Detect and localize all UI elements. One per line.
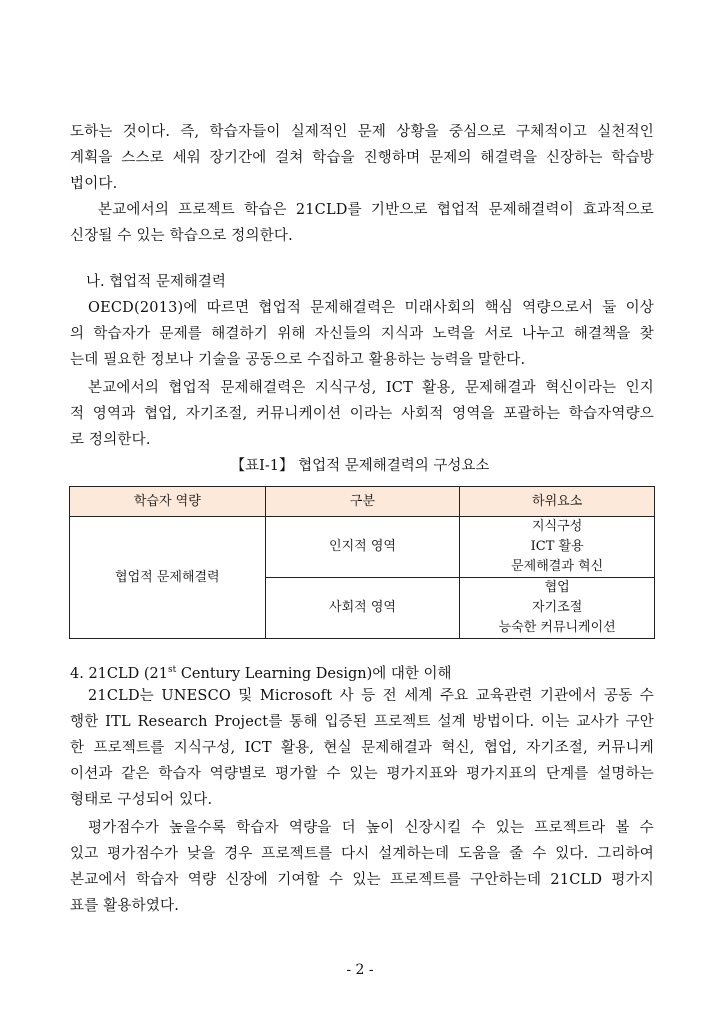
- subelement: ICT 활용: [530, 539, 584, 554]
- section4-title-sup: st: [167, 665, 177, 675]
- paragraph1-line2: 계획을 스스로 세워 장기간에 걸쳐 학습을 진행하며 문제의 해결력을 신장하는 학습방: [70, 150, 654, 166]
- paragraph6-line1: 평가점수가 높을수록 학습자 역량을 더 높이 신장시킬 수 있는 프로젝트라 볼 수: [88, 820, 654, 836]
- subelements-social: [460, 578, 655, 639]
- paragraph1-line1: 도하는 것이다. 즉, 학습자들이 실제적인 문제 상황을 중심으로 구체적이고 실천적인: [70, 124, 654, 140]
- paragraph4-line2: 적 영역과 협업, 자기조절, 커뮤니케이션 이라는 사회적 영역을 포괄하는 학습자역량으: [70, 406, 654, 422]
- paragraph4-line3: 로 정의한다.: [70, 432, 151, 448]
- paragraph1-line3: 법이다.: [70, 176, 118, 192]
- paragraph3-line1: OECD(2013)에 따르면 협업적 문제해결력은 미래사회의 핵심 역량으로서 둘 이상: [88, 300, 654, 316]
- section4-title-prefix: 4. 21CLD (21: [70, 666, 168, 682]
- paragraph2-line1: 본교에서의 프로젝트 학습은 21CLD를 기반으로 협업적 문제해결력이 효과적으로: [98, 202, 654, 218]
- paragraph6-line2: 있고 평가점수가 낮을 경우 프로젝트를 다시 설계하는데 도움을 줄 수 있다. 그리하여: [70, 846, 654, 862]
- paragraph5-line3: 한 프로젝트를 지식구성, ICT 활용, 현실 문제해결과 혁신, 협업, 자기조절, 커뮤니케: [70, 740, 654, 756]
- paragraph2-line2: 신장될 수 있는 학습으로 정의한다.: [70, 228, 293, 244]
- header-category: 구분: [265, 487, 460, 517]
- competency-cell: 협업적 문제해결력: [70, 517, 266, 639]
- section4-title: [70, 660, 452, 684]
- paragraph4-line1: 본교에서의 협업적 문제해결력은 지식구성, ICT 활용, 문제해결과 혁신이라는 인지: [88, 380, 654, 396]
- table-header-row: [70, 487, 655, 517]
- subelements-cognitive: [460, 517, 655, 578]
- subelement: 협업: [544, 580, 570, 595]
- table-caption: 【표Ⅰ-1】 협업적 문제해결력의 구성요소: [230, 458, 490, 474]
- paragraph5-line2: 행한 ITL Research Project를 통해 입증된 프로젝트 설계 방법이다. 이는 교사가 구안: [70, 714, 654, 730]
- section4-title-suffix: Century Learning Design)에 대한 이해: [176, 666, 452, 682]
- paragraph5-line4: 이션과 같은 학습자 역량별로 평가할 수 있는 평가지표와 평가지표의 단계를 설명하는: [70, 766, 654, 782]
- category-cognitive: 인지적 영역: [265, 517, 460, 578]
- subelement: 문제해결과 혁신: [511, 559, 604, 574]
- subelement: 자기조절: [532, 600, 583, 615]
- paragraph6-line3: 본교에서 학습자 역량 신장에 기여할 수 있는 프로젝트를 구안하는데 21CLD 평가지: [70, 872, 654, 888]
- subelement: 지식구성: [532, 519, 583, 534]
- subelement: 능숙한 커뮤니케이션: [498, 620, 616, 635]
- paragraph6-line4: 표를 활용하였다.: [70, 898, 180, 914]
- paragraph5-line5: 형태로 구성되어 있다.: [70, 792, 213, 808]
- paragraph5-line1: 21CLD는 UNESCO 및 Microsoft 사 등 전 세계 주요 교육관련 기관에서 공동 수: [88, 688, 654, 704]
- page-number: - 2 -: [346, 962, 374, 978]
- paragraph3-line3: 는데 필요한 정보나 기술을 공동으로 수집하고 활용하는 능력을 말한다.: [70, 352, 526, 368]
- components-table: [69, 486, 655, 639]
- category-social: 사회적 영역: [265, 578, 460, 639]
- header-subelements: 하위요소: [460, 487, 655, 517]
- header-competency: 학습자 역량: [70, 487, 266, 517]
- paragraph3-line2: 의 학습자가 문제를 해결하기 위해 자신들의 지식과 노력을 서로 나누고 해결책을 찾: [70, 326, 654, 342]
- table-row: [70, 517, 655, 578]
- section-na-title: 나. 협업적 문제해결력: [86, 274, 226, 290]
